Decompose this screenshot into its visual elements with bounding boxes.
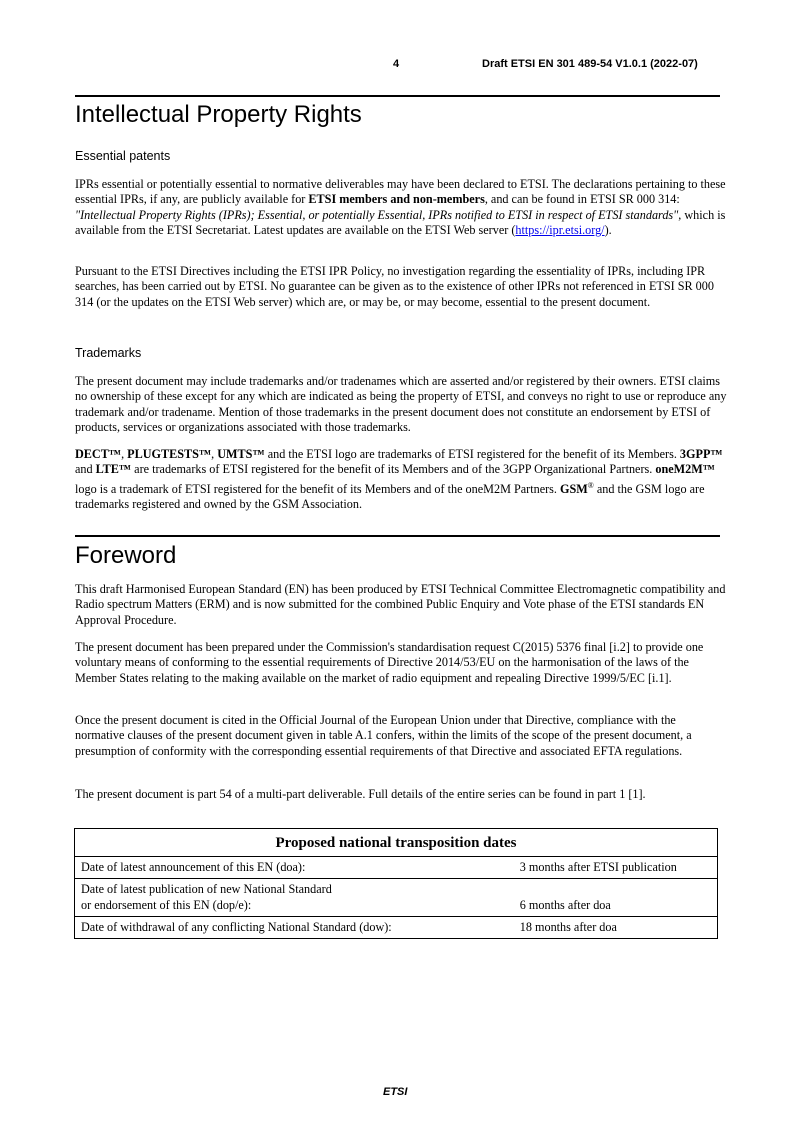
foreword-paragraph-4: The present document is part 54 of a multi-part deliverable. Full details of the entire series can be found in part 1 [1]. bbox=[75, 787, 646, 801]
foreword-paragraph-2: The present document has been prepared under the Commission's standardisation request C(2015) 5376 final [i.2] to provide one voluntary means of conforming to the essential requirements of Directive 2014/53/EU on the harmonisation of the laws of the Member States relating to the making available on the market of radio equipment and repealing Directive 1999/5/EC [i.1]. bbox=[75, 640, 704, 685]
table-cell-value: 18 months after doa bbox=[520, 916, 718, 938]
page-number: 4 bbox=[393, 58, 400, 70]
document-title-header: Draft ETSI EN 301 489-54 V1.0.1 (2022-07) bbox=[482, 58, 698, 70]
section-rule bbox=[75, 95, 720, 97]
table-cell-value: 3 months after ETSI publication bbox=[520, 857, 718, 879]
section-title-ipr: Intellectual Property Rights bbox=[75, 101, 362, 128]
table-row bbox=[75, 879, 718, 917]
footer-etsi: ETSI bbox=[383, 1086, 408, 1098]
table-cell-label: Date of latest publication of new National Standard or endorsement of this EN (dop/e): bbox=[75, 879, 520, 917]
foreword-paragraph-3: Once the present document is cited in the Official Journal of the European Union under that Directive, compliance with the normative clauses of the present document given in table A.1 confers, within the limits of the scope of the present document, a presumption of conformity with the corresponding essential requirements of that Directive and associated EFTA regulations. bbox=[75, 713, 692, 758]
table-cell-label: Date of withdrawal of any conflicting National Standard (dow): bbox=[75, 916, 520, 938]
foreword-paragraph-1: This draft Harmonised European Standard (EN) has been produced by ETSI Technical Committee Electromagnetic compatibility and Radio spectrum Matters (ERM) and is now submitted for the combined Public Enquiry and Vote phase of the ETSI standards EN Approval Procedure. bbox=[75, 582, 726, 627]
table-title: Proposed national transposition dates bbox=[75, 829, 718, 857]
transposition-dates-table bbox=[74, 828, 718, 939]
table-cell-label: Date of latest announcement of this EN (doa): bbox=[75, 857, 520, 879]
essential-patents-paragraph-1: IPRs essential or potentially essential to normative deliverables may have been declared to ETSI. The declarations pertaining to these essential IPRs, if any, are publicly available for ETSI members and non-members, and can be found in ETSI SR 000 314: "Intellectual Property Rights (IPRs); Essential, or potentially Essential, IPRs notified to ETSI in respect of ETSI standards", which is available from the ETSI Secretariat. Latest updates are available on the ETSI Web server (https://ipr.etsi.org/). bbox=[75, 177, 726, 237]
table-row bbox=[75, 916, 718, 938]
subheading-essential-patents: Essential patents bbox=[75, 149, 171, 163]
subheading-trademarks: Trademarks bbox=[75, 346, 142, 360]
ipr-link[interactable]: https://ipr.etsi.org/ bbox=[515, 222, 605, 237]
trademarks-paragraph-2: DECT™, PLUGTESTS™, UMTS™ and the ETSI logo are trademarks of ETSI registered for the benefit of its Members. 3GPP™ and LTE™ are trademarks of ETSI registered for the benefit of its Members and of the 3GPP Organizational Partners. oneM2M™ logo is a trademark of ETSI registered for the benefit of its Members and of the oneM2M Partners. GSM® and the GSM logo are trademarks registered and owned by the GSM Association. bbox=[75, 447, 723, 511]
section-title-foreword: Foreword bbox=[75, 542, 177, 569]
table-row bbox=[75, 857, 718, 879]
trademarks-paragraph-1: The present document may include trademarks and/or tradenames which are asserted and/or registered by their owners. ETSI claims no ownership of these except for any which are indicated as being the property of ETSI, and conveys no right to use or reproduce any trademark and/or tradename. Mention of those trademarks in the present document does not constitute an endorsement by ETSI of products, services or organizations associated with those trademarks. bbox=[75, 374, 727, 434]
essential-patents-paragraph-2: Pursuant to the ETSI Directives including the ETSI IPR Policy, no investigation regarding the essentiality of IPRs, including IPR searches, has been carried out by ETSI. No guarantee can be given as to the existence of other IPRs not referenced in ETSI SR 000 314 (or the updates on the ETSI Web server) which are, or may be, or may become, essential to the present document. bbox=[75, 264, 714, 309]
section-rule bbox=[75, 535, 720, 537]
table-cell-value: 6 months after doa bbox=[520, 879, 718, 917]
